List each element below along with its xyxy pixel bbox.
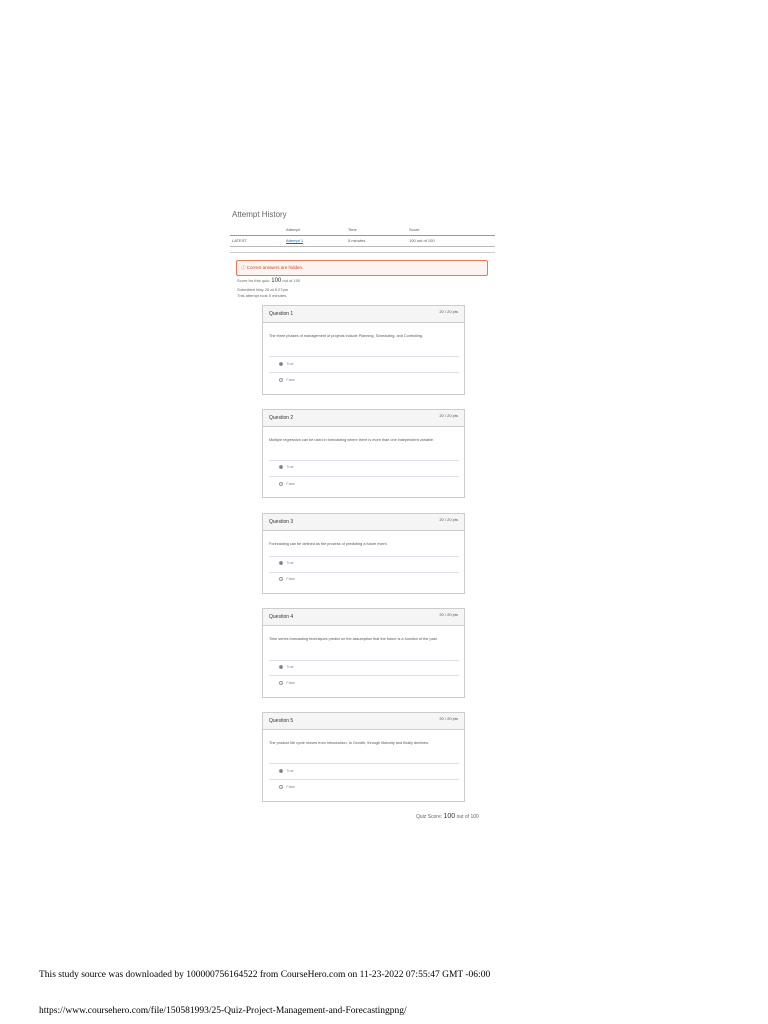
question-card-3 [262,513,465,594]
radio-icon [279,378,283,382]
attempt-label: LATEST [232,238,247,243]
submitted-time: Submitted May 25 at 9:27pm [237,287,289,292]
question-title: Question 2 [269,415,294,421]
question-header [263,306,464,323]
radio-selected-icon [279,465,283,469]
question-card-1 [262,305,465,395]
answer-label: True [286,561,294,566]
question-header [263,514,464,531]
quiz-score-label: Quiz Score: [416,814,443,820]
source-url[interactable]: https://www.coursehero.com/file/150581993/25-Quiz-Project-Management-and-Forecastingpng/ [39,1006,407,1016]
question-points: 20 / 20 pts [439,517,458,522]
attempt-score: 100 out of 100 [409,238,435,243]
divider [269,556,459,557]
answer-label: False [286,378,296,383]
answer-option[interactable] [279,362,294,366]
question-text: The three phases of management of projects include Planning, Scheduling, and Controlling. [269,334,424,338]
answer-label: False [286,577,296,582]
answer-label: False [286,681,296,686]
attempt-history-table [230,225,495,247]
attempt-duration: This attempt took 5 minutes. [237,293,288,298]
score-prefix: Score for this quiz: [237,278,271,283]
radio-selected-icon [279,561,283,565]
column-header-score: Score [409,227,420,232]
divider [269,763,459,764]
alert-text: Correct answers are hidden. [246,265,304,270]
radio-icon [279,577,283,581]
radio-icon [279,482,283,486]
question-text: Multiple regression can be used in forecasting where there is more than one independent variable. [269,438,435,442]
answer-label: True [286,362,294,367]
answer-option[interactable] [279,769,294,773]
column-header-attempt: Attempt [286,227,300,232]
answer-option[interactable] [279,681,295,685]
radio-selected-icon [279,665,283,669]
divider [269,675,459,676]
answer-label: False [286,482,296,487]
question-card-2 [262,409,465,498]
question-points: 20 / 20 pts [439,716,458,721]
divider [230,252,495,253]
score-value: 100 [271,278,282,284]
divider [269,572,459,573]
info-icon: ⓘ [241,265,246,270]
quiz-score-value: 100 [443,813,456,820]
radio-icon [279,681,283,685]
question-title: Question 1 [269,311,294,317]
answer-option[interactable] [279,378,295,382]
radio-selected-icon [279,362,283,366]
quiz-score [416,813,479,820]
divider [269,476,459,477]
answer-option[interactable] [279,561,294,565]
answer-option[interactable] [279,785,295,789]
answer-label: True [286,665,294,670]
question-text: The product life cycle moves from Introduction, to Growth, through Maturity and finally declines. [269,741,429,745]
attempt-history-header [230,225,495,236]
question-card-5 [262,712,465,802]
attempt-time: 5 minutes [348,238,366,243]
answer-label: True [286,465,294,470]
question-title: Question 4 [269,614,294,620]
answer-option[interactable] [279,665,294,669]
divider [269,372,459,373]
radio-icon [279,785,283,789]
question-card-4 [262,608,465,698]
question-text: Time series forecasting techniques predict on the assumption that the future is a function of the past. [269,637,438,641]
answer-option[interactable] [279,577,295,581]
score-suffix: out of 100 [282,278,301,283]
table-row [230,236,495,247]
attempt-link[interactable]: Attempt 1 [286,238,304,243]
quiz-score-suffix: out of 100 [456,814,479,820]
quiz-score-summary [237,278,300,284]
question-header [263,713,464,730]
radio-selected-icon [279,769,283,773]
divider [269,356,459,357]
answer-label: True [286,769,294,774]
question-text: Forecasting can be defined as the process of predicting a future event. [269,542,388,546]
question-points: 20 / 20 pts [439,413,458,418]
answer-option[interactable] [279,482,295,486]
question-points: 20 / 20 pts [439,309,458,314]
question-header [263,609,464,626]
question-title: Question 3 [269,519,294,525]
hidden-answers-alert [236,260,488,276]
column-header-time: Time [348,227,357,232]
answer-option[interactable] [279,465,294,469]
download-notice: This study source was downloaded by 100000756164522 from CourseHero.com on 11-23-2022 07:55:47 GMT -06:00 [39,970,491,980]
question-title: Question 5 [269,718,294,724]
attempt-history-title: Attempt History [232,210,287,219]
divider [269,779,459,780]
answer-label: False [286,785,296,790]
question-points: 20 / 20 pts [439,612,458,617]
divider [269,460,459,461]
question-header [263,410,464,427]
divider [269,660,459,661]
